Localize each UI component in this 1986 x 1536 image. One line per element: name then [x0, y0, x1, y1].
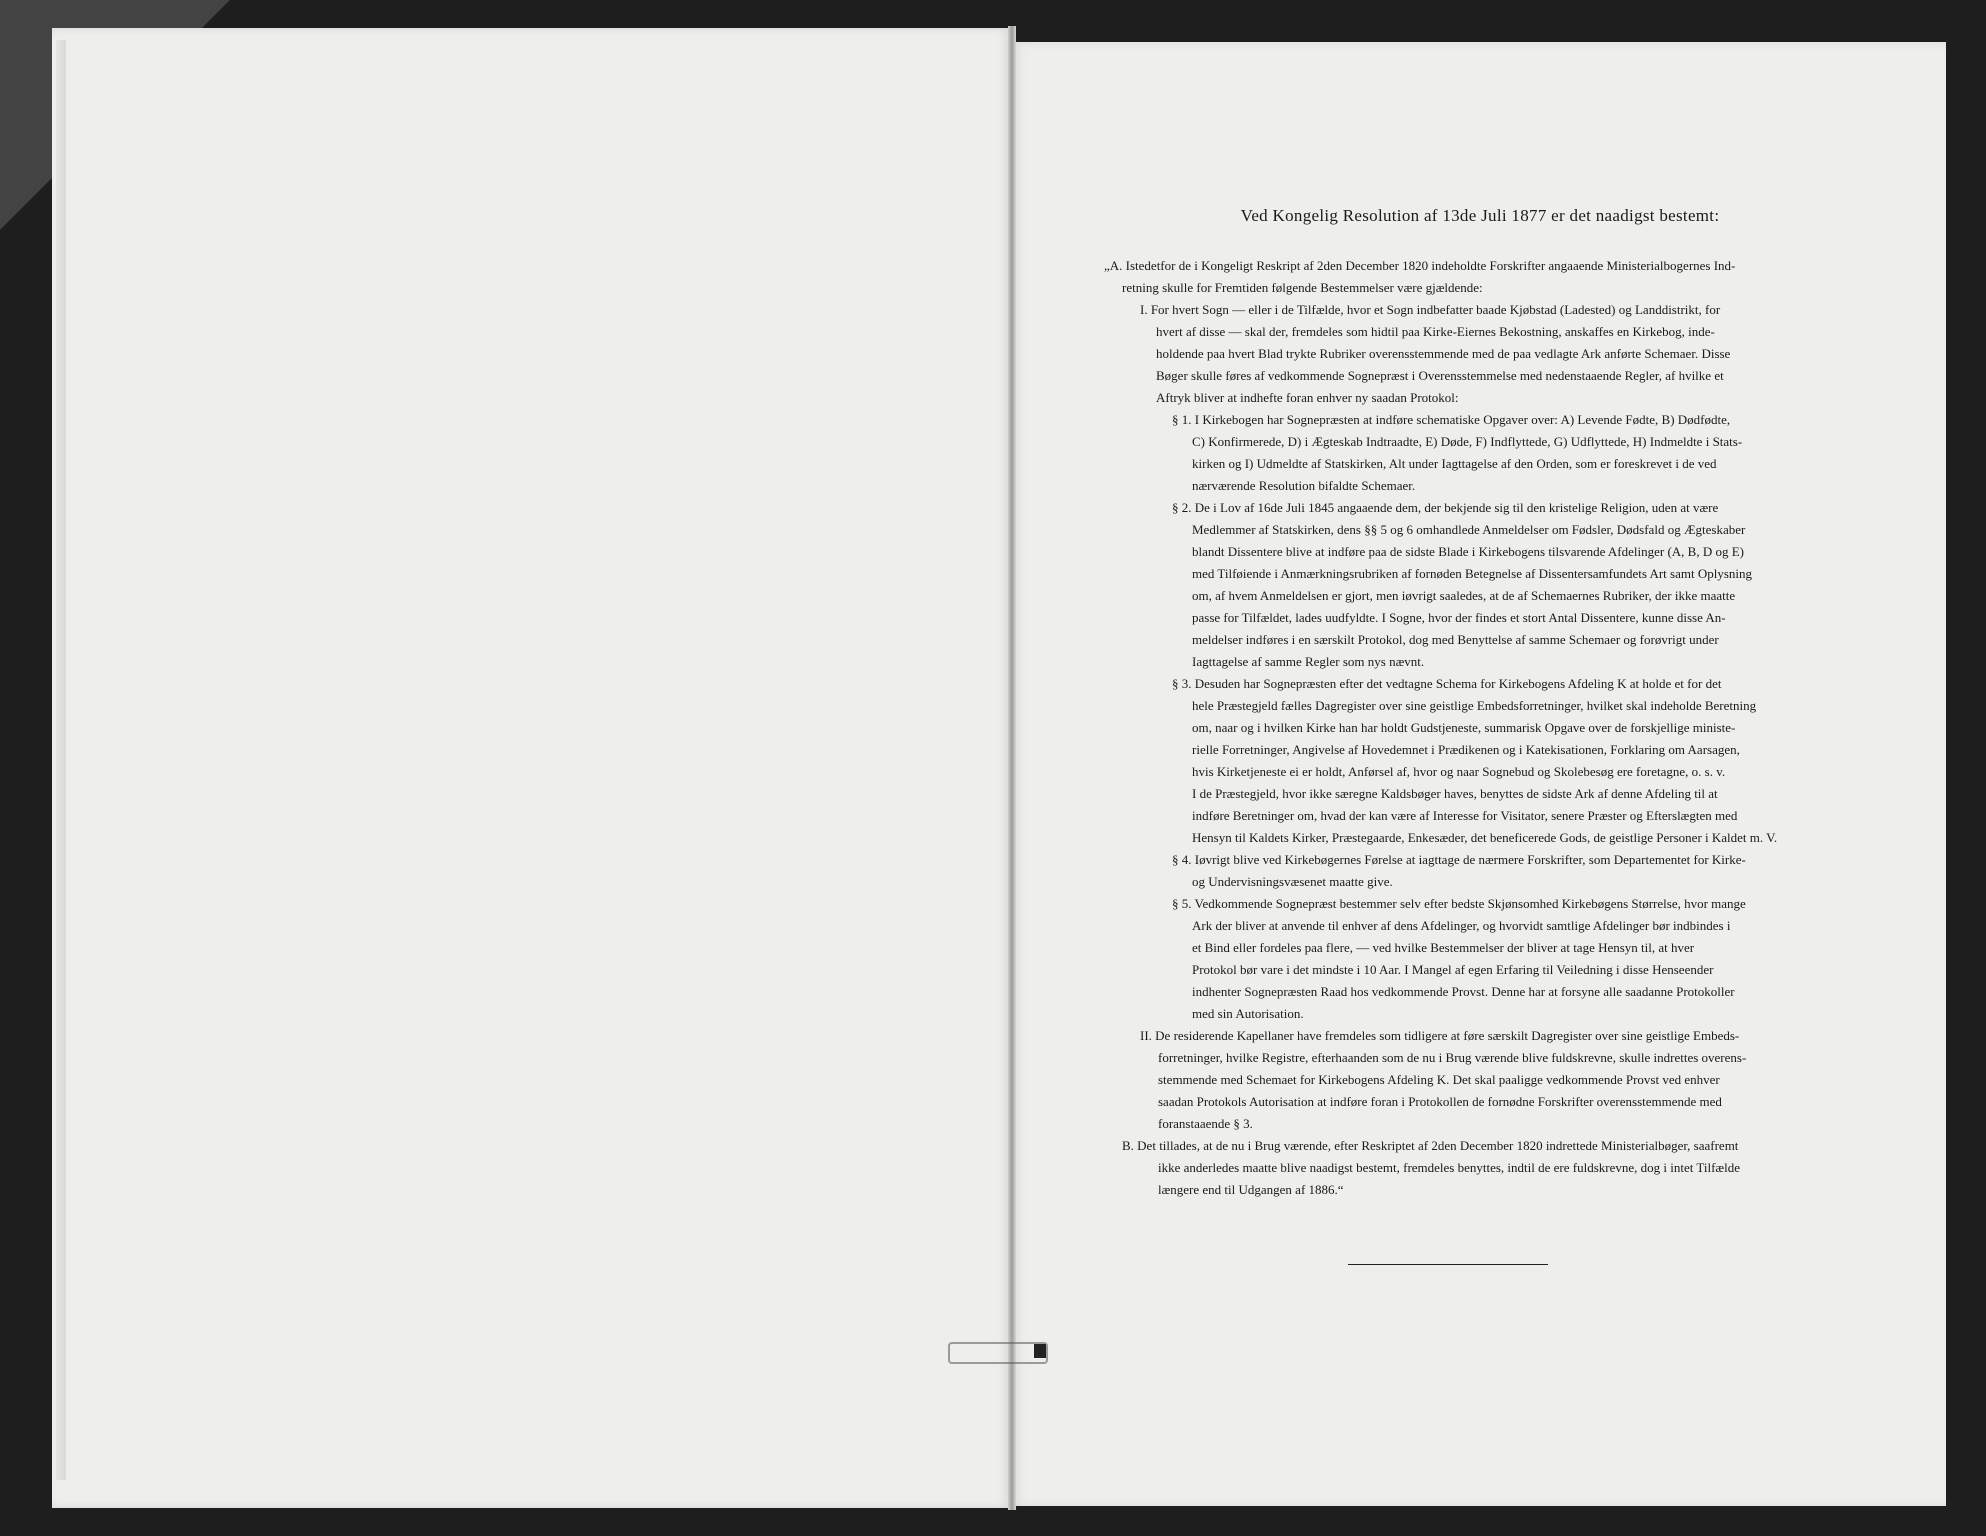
text-line: Ark der bliver at anvende til enhver af dens Afdelinger, og hvorvidt samtlige Afdelinger bør indbindes i [1192, 918, 1731, 933]
text-line: blandt Dissentere blive at indføre paa de sidste Blade i Kirkebogens tilsvarende Afdelinger (A, B, D og E) [1192, 544, 1744, 559]
closing-rule [1348, 1264, 1548, 1265]
text-line: B. Det tillades, at de nu i Brug værende, efter Reskriptet af 2den December 1820 indrettede Ministerialbøger, saafremt [1122, 1138, 1739, 1153]
text-line: hvert af disse — skal der, fremdeles som hidtil paa Kirke-Eiernes Bekostning, anskaffes en Kirkebog, inde- [1156, 324, 1715, 339]
text-line: og Undervisningsvæsenet maatte give. [1192, 874, 1393, 889]
text-line: § 5. Vedkommende Sognepræst bestemmer selv efter bedste Skjønsomhed Kirkebøgens Størrelse, hvor mange [1172, 896, 1746, 911]
text-line: med sin Autorisation. [1192, 1006, 1304, 1021]
resolution-title: Ved Kongelig Resolution af 13de Juli 1877 er det naadigst bestemt: [1240, 206, 1720, 225]
scan-tab-dot [1034, 1344, 1046, 1358]
text-line: hele Præstegjeld fælles Dagregister over sine geistlige Embedsforretninger, hvilket skal indeholde Beretning [1192, 698, 1757, 713]
scan-tab-mark [948, 1342, 1048, 1364]
text-line: passe for Tilfældet, lades uudfyldte. I Sogne, hvor der findes et stort Antal Dissentere, kunne disse An- [1192, 610, 1726, 625]
text-line: Iagttagelse af samme Regler som nys nævnt. [1192, 654, 1425, 669]
text-line: § 4. Iøvrigt blive ved Kirkebøgernes Førelse at iagttage de nærmere Forskrifter, som Departementet for Kirke- [1172, 852, 1746, 867]
text-line: indhenter Sognepræsten Raad hos vedkommende Provst. Denne har at forsyne alle saadanne Protokoller [1192, 984, 1735, 999]
text-line: indføre Beretninger om, hvad der kan være af Interesse for Visitator, senere Præster og Efterslægten med [1192, 808, 1738, 823]
text-line: hvis Kirketjeneste ei er holdt, Anførsel af, hvor og naar Sognebud og Skolebesøg ere foretagne, o. s. v. [1192, 764, 1726, 779]
text-line: længere end til Udgangen af 1886.“ [1158, 1182, 1344, 1197]
text-line: meldelser indføres i en særskilt Protokol, dog med Benyttelse af samme Schemaer og forøvrigt under [1192, 632, 1719, 647]
text-line: stemmende med Schemaet for Kirkebogens Afdeling K. Det skal paaligge vedkommende Provst ved enhver [1158, 1072, 1720, 1087]
text-line: nærværende Resolution bifaldte Schemaer. [1192, 478, 1416, 493]
text-line: „A. Istedetfor de i Kongeligt Reskript af 2den December 1820 indeholdte Forskrifter angaaende Ministerialbogernes Ind- [1104, 258, 1736, 273]
text-line: I. For hvert Sogn — eller i de Tilfælde, hvor et Sogn indbefatter baade Kjøbstad (Ladested) og Landdistrikt, for [1140, 302, 1721, 317]
text-line: holdende paa hvert Blad trykte Rubriker overensstemmende med de paa vedlagte Ark anførte Schemaer. Disse [1156, 346, 1731, 361]
text-line: et Bind eller fordeles paa flere, — ved hvilke Bestemmelser der bliver at tage Hensyn til, at hver [1192, 940, 1695, 955]
text-line: ikke anderledes maatte blive naadigst bestemt, fremdeles benyttes, indtil de ere fuldskrevne, dog i intet Tilfælde [1158, 1160, 1740, 1175]
text-line: forretninger, hvilke Registre, efterhaanden som de nu i Brug værende blive fuldskrevne, skulle indrettes overens- [1158, 1050, 1747, 1065]
text-line: om, naar og i hvilken Kirke han har holdt Gudstjeneste, summarisk Opgave over de forskjellige ministe- [1192, 720, 1736, 735]
text-line: om, af hvem Anmeldelsen er gjort, men iøvrigt saaledes, at de af Schemaernes Rubriker, der ikke maatte [1192, 588, 1736, 603]
text-line: rielle Forretninger, Angivelse af Hovedemnet i Prædikenen og i Katekisationen, Forklaring om Aarsagen, [1192, 742, 1740, 757]
text-line: Bøger skulle føres af vedkommende Sognepræst i Overensstemmelse med nedenstaaende Regler, af hvilke et [1156, 368, 1724, 383]
text-line: § 3. Desuden har Sognepræsten efter det vedtagne Schema for Kirkebogens Afdeling K at holde et for det [1172, 676, 1722, 691]
text-line: C) Konfirmerede, D) i Ægteskab Indtraadte, E) Døde, F) Indflyttede, G) Udflyttede, H) Indmeldte i Stats- [1192, 434, 1743, 449]
text-line: Hensyn til Kaldets Kirker, Præstegaarde, Enkesæder, det beneficerede Gods, de geistlige Personer i Kaldet m. V. [1192, 830, 1778, 845]
text-line: Aftryk bliver at indhefte foran enhver ny saadan Protokol: [1156, 390, 1459, 405]
text-line: I de Præstegjeld, hvor ikke særegne Kaldsbøger haves, benyttes de sidste Ark af denne Afdeling til at [1192, 786, 1718, 801]
book-gutter [1008, 26, 1016, 1510]
text-line: foranstaaende § 3. [1158, 1116, 1253, 1131]
left-page-blank [52, 28, 1012, 1508]
left-page-edge [56, 40, 66, 1480]
text-line: Medlemmer af Statskirken, dens §§ 5 og 6 omhandlede Anmeldelser om Fødsler, Dødsfald og Ægteskaber [1192, 522, 1746, 537]
text-line: § 1. I Kirkebogen har Sognepræsten at indføre schematiske Opgaver over: A) Levende Fødte, B) Dødfødte, [1172, 412, 1731, 427]
text-line: retning skulle for Fremtiden følgende Bestemmelser være gjældende: [1122, 280, 1483, 295]
text-line: med Tilføiende i Anmærkningsrubriken af fornøden Betegnelse af Dissentersamfundets Art samt Oplysning [1192, 566, 1752, 581]
text-line: § 2. De i Lov af 16de Juli 1845 angaaende dem, der bekjende sig til den kristelige Religion, uden at være [1172, 500, 1719, 515]
text-line: kirken og I) Udmeldte af Statskirken, Alt under Iagttagelse af den Orden, som er foreskrevet i de ved [1192, 456, 1717, 471]
text-line: saadan Protokols Autorisation at indføre foran i Protokollen de fornødne Forskrifter overensstemmende med [1158, 1094, 1722, 1109]
text-line: II. De residerende Kapellaner have fremdeles som tidligere at føre særskilt Dagregister over sine geistlige Embeds- [1140, 1028, 1740, 1043]
text-line: Protokol bør vare i det mindste i 10 Aar. I Mangel af egen Erfaring til Veiledning i disse Henseender [1192, 962, 1714, 977]
